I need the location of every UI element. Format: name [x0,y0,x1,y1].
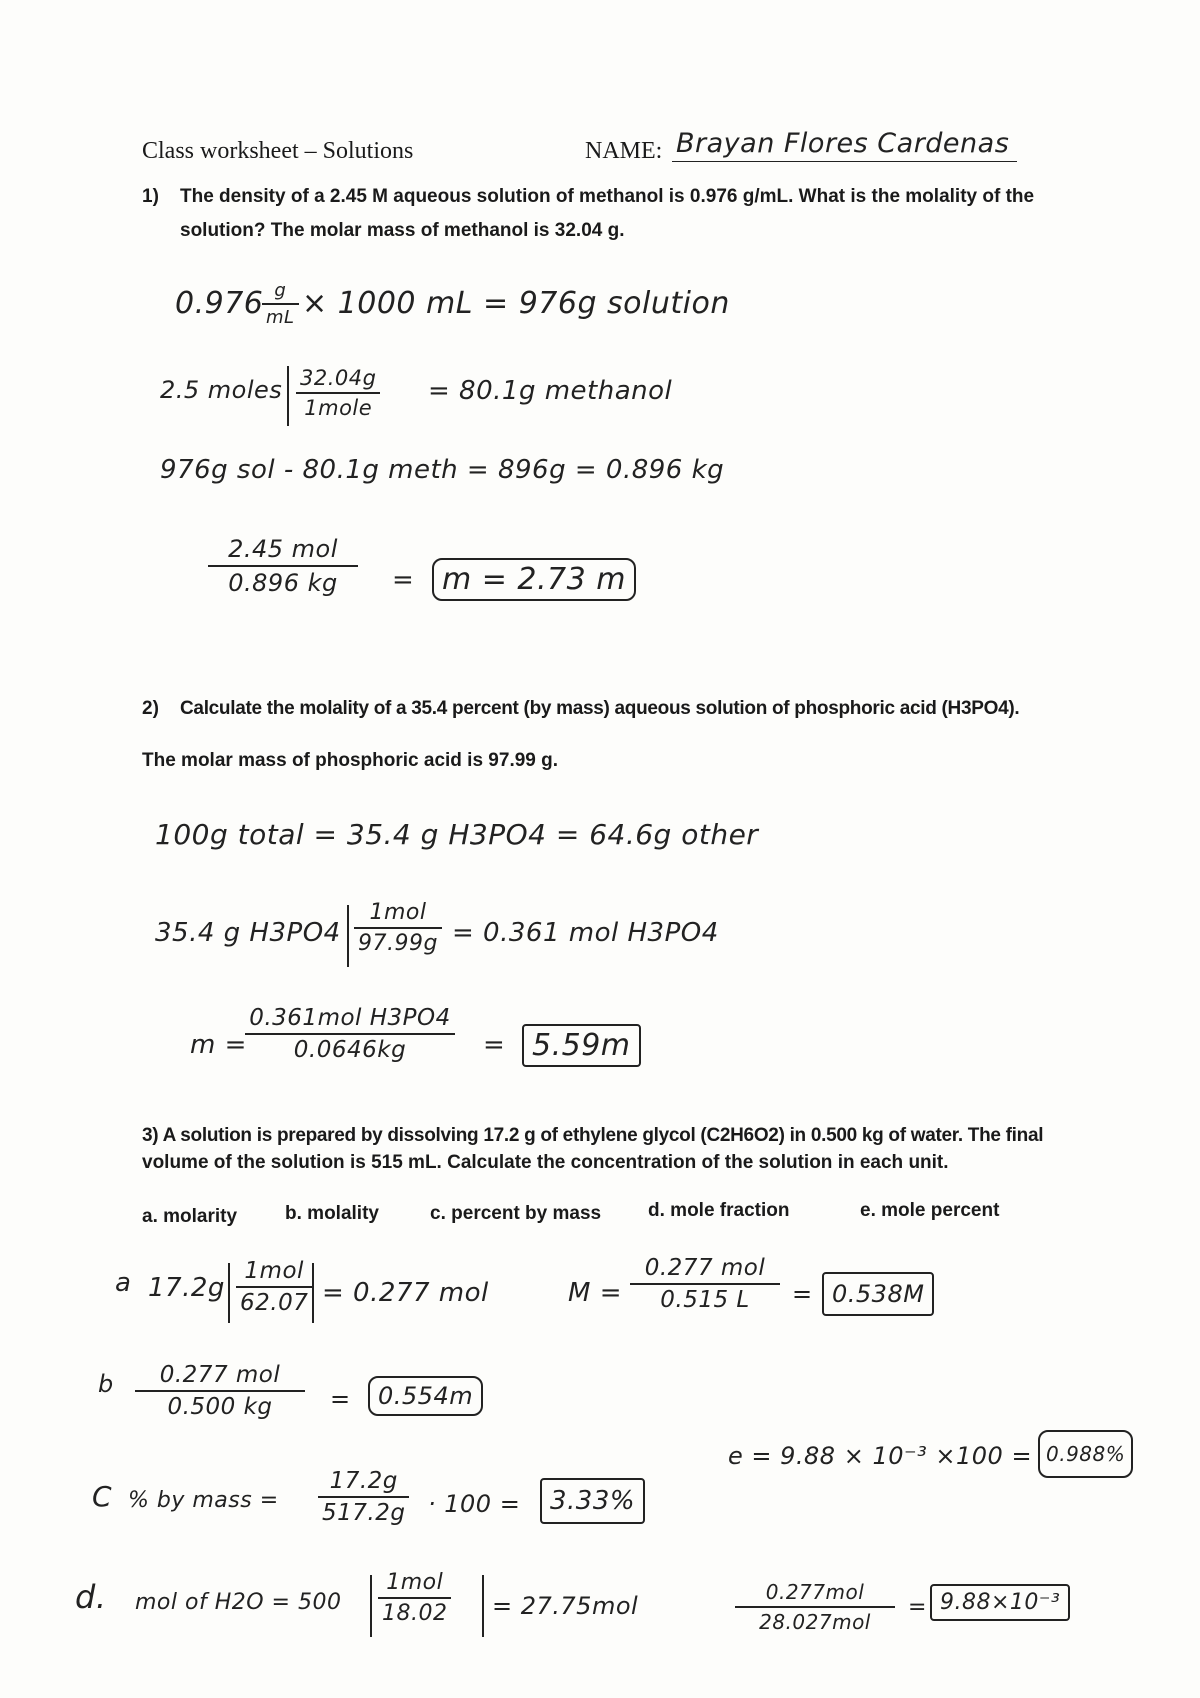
q3d-mole-fraction-den: 28.027mol [759,1610,871,1634]
q3a-divider-right [312,1263,314,1323]
q3a-molar-mass-num: 1mol [236,1258,312,1288]
q3c-text: % by mass = [128,1488,279,1513]
q3d-text: mol of H2O = 500 [135,1590,342,1615]
q2-work-acid-moles: = 0.361 mol H3PO4 [452,918,719,948]
q3a-mass: 17.2g [148,1273,225,1303]
q3d-answer-box: 9.88×10⁻³ [930,1584,1070,1621]
q3d-water-molar-mass-den: 18.02 [382,1601,448,1626]
q3a-molar-mass [236,1258,312,1316]
q1-molality-num: 2.45 mol [208,535,358,567]
q1-work-solvent-mass: 976g sol - 80.1g meth = 896g = 0.896 kg [160,455,725,485]
student-name: Brayan Flores Cardenas [672,128,1017,162]
q1-molar-mass-num: 32.04g [296,366,380,394]
q1-work-divider [287,366,289,426]
q2-molality-num: 0.361mol H3PO4 [245,1005,455,1035]
q1-molality-den: 0.896 kg [228,569,338,597]
q3d-mole-fraction-num: 0.277mol [735,1580,895,1608]
q3-part-a-label: molarity [163,1206,238,1227]
q2-text-line2: The molar mass of phosphoric acid is 97.99 g. [142,750,559,771]
q3c-multiplier: · 100 = [428,1490,521,1518]
q2-work-equals: = [483,1030,506,1060]
q3-part-b-label: molality [307,1203,379,1224]
q3d-water-moles: = 27.75mol [492,1592,639,1620]
q3a-moles: = 0.277 mol [322,1278,489,1308]
q3d-divider-left [370,1575,372,1637]
q3b-molality-den: 0.500 kg [167,1394,273,1420]
q3-part-b-letter: b. [285,1203,302,1224]
q1-number: 1) [142,186,159,207]
q2-molar-mass-den: 97.99g [358,931,438,956]
q3e-answer-box: 0.988% [1038,1430,1133,1478]
q3-text-line1: 3) A solution is prepared by dissolving 17.2 g of ethylene glycol (C2H6O2) in 0.500 kg of water. The final [142,1125,1044,1146]
q1-work-methanol-mass: = 80.1g methanol [428,376,673,406]
q3c-mass-fraction [318,1468,409,1526]
q2-number: 2) [142,698,159,719]
q3-part-c-label: percent by mass [451,1203,602,1224]
q1-work-molar-mass [296,366,380,420]
q3-part-e [860,1200,999,1222]
q3a-molarity-num: 0.277 mol [630,1255,780,1285]
q3a-answer-box: 0.538M [822,1272,934,1316]
q1-work-equals: = [392,565,415,595]
q3d-mole-fraction [735,1580,895,1634]
q3-part-a-letter: a. [142,1206,158,1227]
q1-density-unit-den: mL [266,307,295,328]
q2-work-m-label: m = [190,1030,247,1060]
q3d-water-molar-mass [378,1570,451,1626]
q2-answer-box: 5.59m [522,1024,641,1067]
q1-work-solution-mass: × 1000 mL = 976g solution [302,286,730,321]
q3a-molarity-den: 0.515 L [660,1287,750,1313]
q1-text-line1: The density of a 2.45 M aqueous solution of methanol is 0.976 g/mL. What is the molality of the [180,186,1035,207]
q2-work-molar-mass [354,900,442,956]
q3b-equals: = [330,1385,351,1413]
q3c-mass-den: 517.2g [322,1500,406,1526]
q3-part-d [648,1200,789,1222]
q1-answer-box: m = 2.73 m [432,558,636,601]
q3a-divider-left [228,1263,230,1323]
q2-work-total: 100g total = 35.4 g H3PO4 = 64.6g other [155,818,759,851]
q3-part-e-label: mole percent [881,1200,1000,1221]
q3-part-c-letter: c. [430,1203,446,1224]
q1-work-molality-fraction [208,535,358,597]
q2-text-line1: Calculate the molality of a 35.4 percent (by mass) aqueous solution of phosphoric acid (H3PO4). [180,698,1020,719]
q3d-water-molar-mass-num: 1mol [378,1570,451,1599]
q3a-label: a [115,1268,132,1298]
q2-work-molality-fraction [245,1005,455,1063]
q3a-equals: = [792,1280,813,1308]
name-label: NAME: [585,138,663,164]
q3a-molar-mass-den: 62.07 [240,1290,309,1316]
q1-work-moles: 2.5 moles [160,376,283,404]
q3-part-c [430,1203,601,1225]
q3b-molality-fraction [135,1362,305,1420]
q3b-answer-box: 0.554m [368,1376,483,1416]
q3d-equals: = [908,1595,927,1620]
q3-part-b [285,1203,379,1225]
q3c-answer-box: 3.33% [540,1478,645,1524]
q2-molality-den: 0.0646kg [293,1037,407,1063]
q3d-label: d. [75,1578,107,1616]
q3c-label: C [92,1480,113,1513]
q2-work-acid-mass: 35.4 g H3PO4 [155,918,341,948]
q3-part-d-letter: d. [648,1200,665,1221]
q3-part-a [142,1206,237,1228]
q3c-mass-num: 17.2g [318,1468,409,1498]
q3d-divider-right [482,1575,484,1637]
q3a-molarity-fraction [630,1255,780,1313]
q3b-molality-num: 0.277 mol [135,1362,305,1392]
q1-text-line2: solution? The molar mass of methanol is 32.04 g. [180,220,625,241]
q3-part-d-label: mole fraction [670,1200,790,1221]
q3b-label: b [98,1370,114,1398]
q2-work-divider [347,905,349,967]
worksheet-title: Class worksheet – Solutions [142,138,414,164]
q1-work-density: 0.976 [175,286,264,321]
q1-work-density-unit [262,280,299,328]
q3a-M-label: M = [568,1278,622,1308]
q2-molar-mass-num: 1mol [354,900,442,929]
q3-part-e-letter: e. [860,1200,876,1221]
q3e-calc: e = 9.88 × 10⁻³ ×100 = [728,1442,1033,1470]
q1-density-unit-num: g [262,280,299,305]
q1-molar-mass-den: 1mole [304,396,373,420]
q3-text-line2: volume of the solution is 515 mL. Calculate the concentration of the solution in each unit. [142,1152,949,1173]
